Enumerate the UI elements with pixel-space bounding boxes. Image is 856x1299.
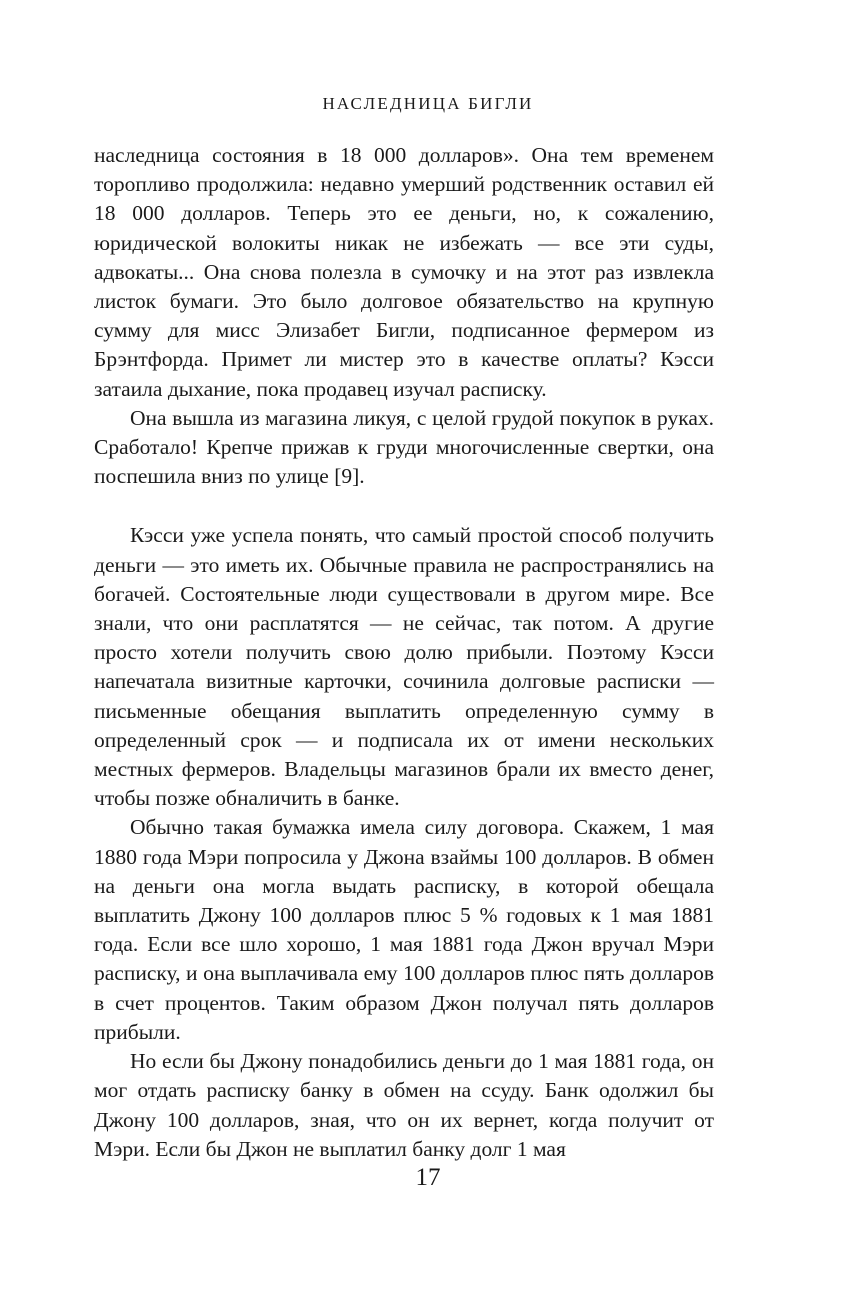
paragraph-continuation: наследница состояния в 18 000 долларов». Она тем временем торопливо продолжила: недавно умерший родственник оставил ей 18 000 долларов. Теперь это ее деньги, но, к сожалению, юридической волокиты никак не избежать — все эти суды, адвокаты... Она снова полезла в сумочку и на этот раз извлекла листок бумаги. Это было долговое обязательство на крупную сумму для мисс Элизабет Бигли, подписанное фермером из Брэнтфорда. Примет ли мистер это в качестве оплаты? Кэсси затаила дыхание, пока продавец изучал расписку. (94, 143, 714, 401)
paragraph: Кэсси уже успела понять, что самый простой способ получить деньги — это иметь их. Обычные правила не распространялись на богачей. Состоятельные люди существовали в другом мире. Все знали, что они расплатятся — не сейчас, так потом. А другие просто хотели получить свою долю прибыли. Поэтому Кэсси напечатала визитные карточки, сочинила долговые расписки — письменные обещания выплатить определенную сумму в определенный срок — и подписала их от имени нескольких местных фермеров. Владельцы магазинов брали их вместо денег, чтобы позже обналичить в банке. (94, 523, 714, 811)
page-number: 17 (415, 1164, 441, 1191)
section-break (94, 491, 714, 521)
body-text (94, 141, 714, 1164)
paragraph: Обычно такая бумажка имела силу договора. Скажем, 1 мая 1880 года Мэри попросила у Джона взаймы 100 долларов. В обмен на деньги она могла выдать расписку, в которой обещала выплатить Джону 100 долларов плюс 5 % годовых к 1 мая 1881 года. Если все шло хорошо, 1 мая 1881 года Джон вручал Мэри расписку, и она выплачивала ему 100 долларов плюс пять долларов в счет процентов. Таким образом Джон получал пять долларов прибыли. (94, 815, 714, 1044)
paragraph: Но если бы Джону понадобились деньги до 1 мая 1881 года, он мог отдать расписку банку в обмен на ссуду. Банк одолжил бы Джону 100 долларов, зная, что он их вернет, когда получит от Мэри. Если бы Джон не выплатил банку долг 1 мая (94, 1049, 714, 1161)
running-head: НАСЛЕДНИЦА БИГЛИ (322, 94, 534, 113)
paragraph: Она вышла из магазина ликуя, с целой грудой покупок в руках. Сработало! Крепче прижав к груди многочисленные свертки, она поспешила вниз по улице [9]. (94, 405, 714, 489)
